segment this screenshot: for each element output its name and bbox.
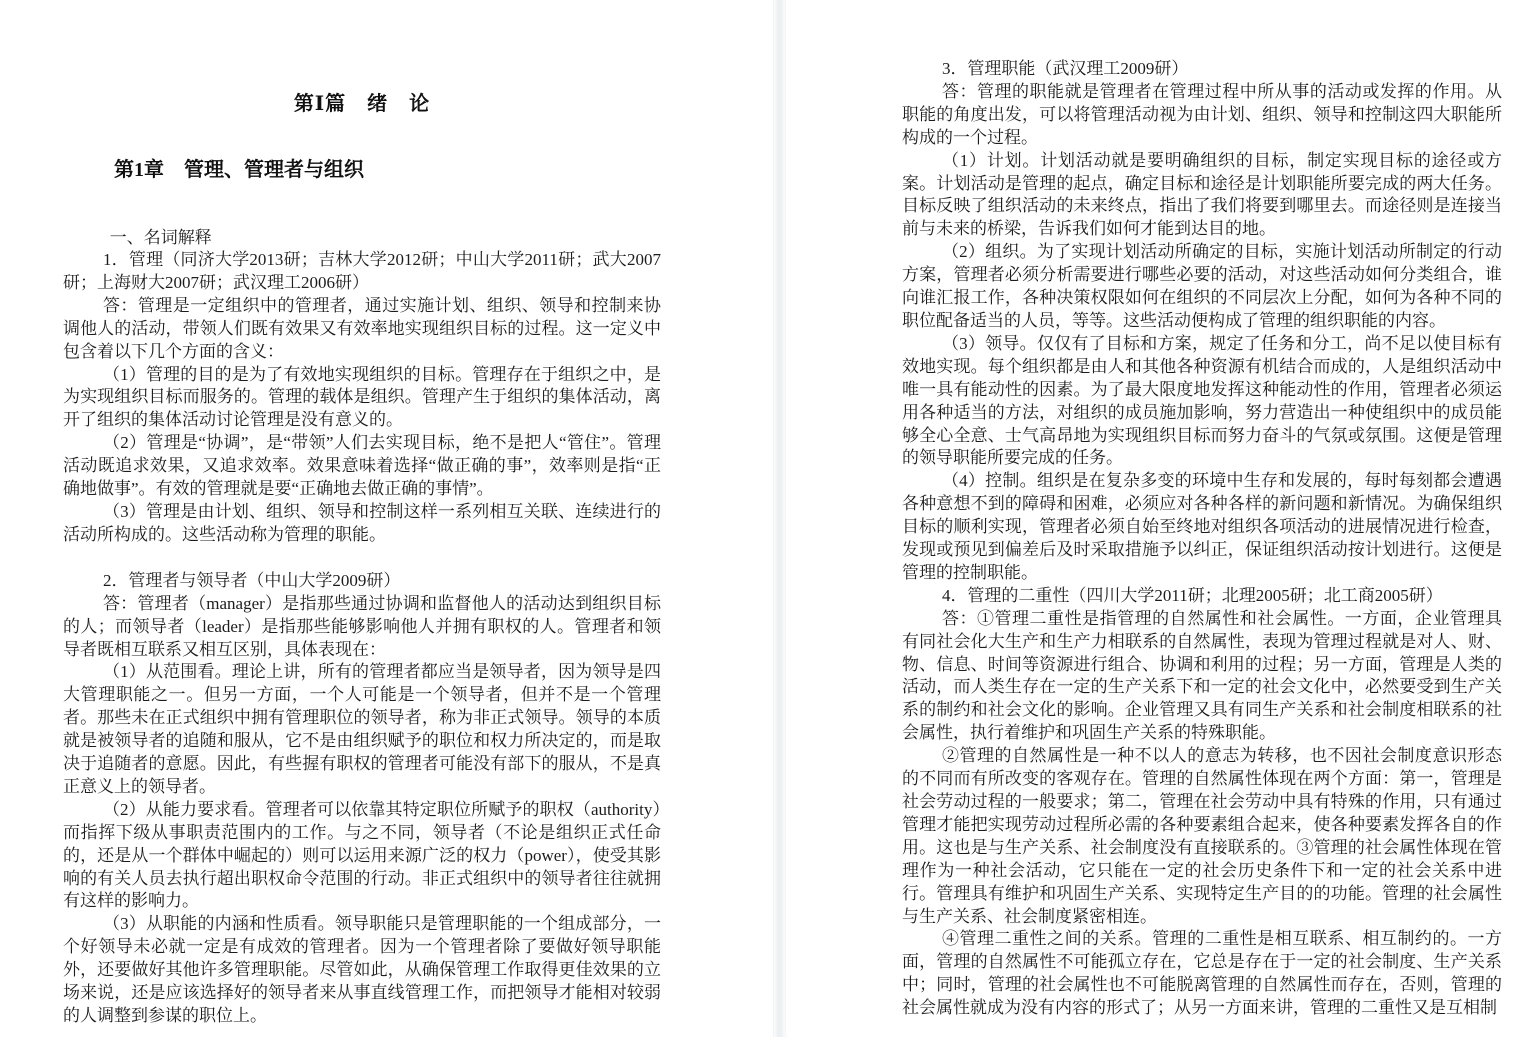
paragraph-q4-header: 4．管理的二重性（四川大学2011研；北理2005研；北工商2005研） [941,585,1443,605]
paragraph-q2-header: 2．管理者与领导者（中山大学2009研） [102,570,401,590]
page-left-content [63,92,661,1028]
paragraph-q3-point4: （4）控制。组织是在复杂多变的环境中生存和发展的，每时每刻都会遭遇各种意想不到的障碍和困难，必须应对各种各样的新问题和新情况。为确保组织目标的顺利实现，管理者必须自始至终地对组织各项活动的进展情况进行检查，发现或预见到偏差后及时采取措施予以纠正，保证组织活动按计划进行。这便是管理的控制职能。 [902,471,1502,582]
paragraph-q3-point3: （3）领导。仅仅有了目标和方案，规定了任务和分工，尚不足以使目标有效地实现。每个组织都是由人和其他各种资源有机结合而成的，人是组织活动中唯一具有能动性的因素。为了最大限度地发挥这种能动性的作用，管理者必须运用各种适当的方法，对组织的成员施加影响，努力营造出一种使组织中的成员能够全心全意、士气高昂地为实现组织目标而努力奋斗的气氛或氛围。这便是管理的领导职能所要完成的任务。 [902,333,1502,468]
page-gutter-divider [773,0,786,1037]
paragraph-q2-point3: （3）从职能的内涵和性质看。领导职能只是管理职能的一个组成部分，一个好领导未必就一定是有成效的管理者。因为一个管理者除了要做好领导职能外，还要做好其他许多管理职能。尽管如此，从确保管理工作取得更佳效果的立场来说，还是应该选择好的领导者来从事直线管理工作，而把领导才能相对较弱的人调整到参谋的职位上。 [63,914,661,1025]
paragraph-q1-header: 1．管理（同济大学2013研；吉林大学2012研；中山大学2011研；武大2007研；上海财大2007研；武汉理工2006研） [63,250,661,292]
paragraph-q1-point3: （3）管理是由计划、组织、领导和控制这样一系列相互关联、连续进行的活动所构成的。这些活动称为管理的职能。 [63,501,661,544]
page-right [786,0,1525,1037]
chapter-title: 第1章 管理、管理者与组织 [114,159,364,181]
paragraph-q4-answer-part1: 答：①管理二重性是指管理的自然属性和社会属性。一方面，企业管理具有同社会化大生产和生产力相联系的自然属性，表现为管理过程就是对人、财、物、信息、时间等资源进行组合、协调和利用的过程；另一方面，管理是人类的活动，而人类生存在一定的生产关系下和一定的社会文化中，必然要受到生产关系的制约和社会文化的影响。企业管理又具有同生产关系和社会制度相联系的社会属性，执行着维护和巩固生产关系的特殊职能。 [902,608,1502,743]
paragraph-q3-answer: 答：管理的职能就是管理者在管理过程中所从事的活动或发挥的作用。从职能的角度出发，可以将管理活动视为由计划、组织、领导和控制这四大职能所构成的一个过程。 [902,81,1502,147]
section-heading: 一、名词解释 [109,228,212,247]
paragraph-q2-answer: 答：管理者（manager）是指那些通过协调和监督他人的活动达到组织目标的人；而领导者（leader）是指那些能够影响他人并拥有职权的人。管理者和领导者既相互联系又相互区别，具体表现在： [63,593,661,659]
page-right-content [902,58,1502,1020]
part-title: 第Ⅰ篇 绪 论 [293,93,431,115]
paragraph-q1-answer: 答：管理是一定组织中的管理者，通过实施计划、组织、领导和控制来协调他人的活动，带领人们既有效果又有效率地实现组织目标的过程。这一定义中包含着以下几个方面的含义： [63,295,661,361]
paragraph-q1-point1: （1）管理的目的是为了有效地实现组织的目标。管理存在于组织之中，是为实现组织目标而服务的。管理的载体是组织。管理产生于组织的集体活动，离开了组织的集体活动讨论管理是没有意义的。 [63,364,661,430]
paragraph-q2-point2: （2）从能力要求看。管理者可以依靠其特定职位所赋予的职权（authority）而指挥下级从事职责范围内的工作。与之不同，领导者（不论是组织正式任命的，还是从一个群体中崛起的）则可以运用来源广泛的权力（power），使受其影响的有关人员去执行超出职权命令范围的行动。非正式组织中的领导者往往就拥有这样的影响力。 [63,799,661,911]
paragraph-q4-answer-part3: ④管理二重性之间的关系。管理的二重性是相互联系、相互制约的。一方面，管理的自然属性不可能孤立存在，它总是存在于一定的社会制度、生产关系中；同时，管理的社会属性也不可能脱离管理的自然属性而存在，否则，管理的社会属性就成为没有内容的形式了；从另一方面来讲，管理的二重性又是互相制 [902,929,1502,1018]
paragraph-q1-point2: （2）管理是“协调”，是“带领”人们去实现目标，绝不是把人“管住”。管理活动既追求效果，又追求效率。效果意味着选择“做正确的事”，效率则是指“正确地做事”。有效的管理就是要“正确地去做正确的事情”。 [63,433,661,499]
paragraph-q3-point2: （2）组织。为了实现计划活动所确定的目标，实施计划活动所制定的行动方案，管理者必须分析需要进行哪些必要的活动，对这些活动如何分类组合，谁向谁汇报工作，各种决策权限如何在组织的不同层次上分配，如何为各种不同的职位配备适当的人员，等等。这些活动便构成了管理的组织职能的内容。 [902,242,1502,330]
paragraph-q4-answer-part2: ②管理的自然属性是一种不以人的意志为转移，也不因社会制度意识形态的不同而有所改变的客观存在。管理的自然属性体现在两个方面：第一，管理是社会劳动过程的一般要求；第二，管理在社会劳动中具有特殊的作用，只有通过管理才能把实现劳动过程所必需的各种要素组合起来，使各种要素发挥各自的作用。这也是与生产关系、社会制度没有直接联系的。③管理的社会属性体现在管理作为一种社会活动，它只能在一定的社会历史条件下和一定的社会关系中进行。管理具有维护和巩固生产关系、实现特定生产目的的功能。管理的社会属性与生产关系、社会制度紧密相连。 [902,746,1502,926]
paragraph-q2-point1: （1）从范围看。理论上讲，所有的管理者都应当是领导者，因为领导是四大管理职能之一。但另一方面，一个人可能是一个领导者，但并不是一个管理者。那些未在正式组织中拥有管理职位的领导者，称为非正式领导。领导的本质就是被领导者的追随和服从，它不是由组织赋予的职位和权力所决定的，而是取决于追随者的意愿。因此，有些握有职权的管理者可能没有部下的服从，不是真正意义上的领导者。 [63,662,661,796]
paragraph-q3-point1: （1）计划。计划活动就是要明确组织的目标，制定实现目标的途径或方案。计划活动是管理的起点，确定目标和途径是计划职能所要完成的两大任务。目标反映了组织活动的未来终点，指出了我们将要到哪里去。而途径则是连接当前与未来的桥梁，告诉我们如何才能到达目的地。 [902,150,1502,239]
paragraph-q3-header: 3．管理职能（武汉理工2009研） [941,59,1189,78]
